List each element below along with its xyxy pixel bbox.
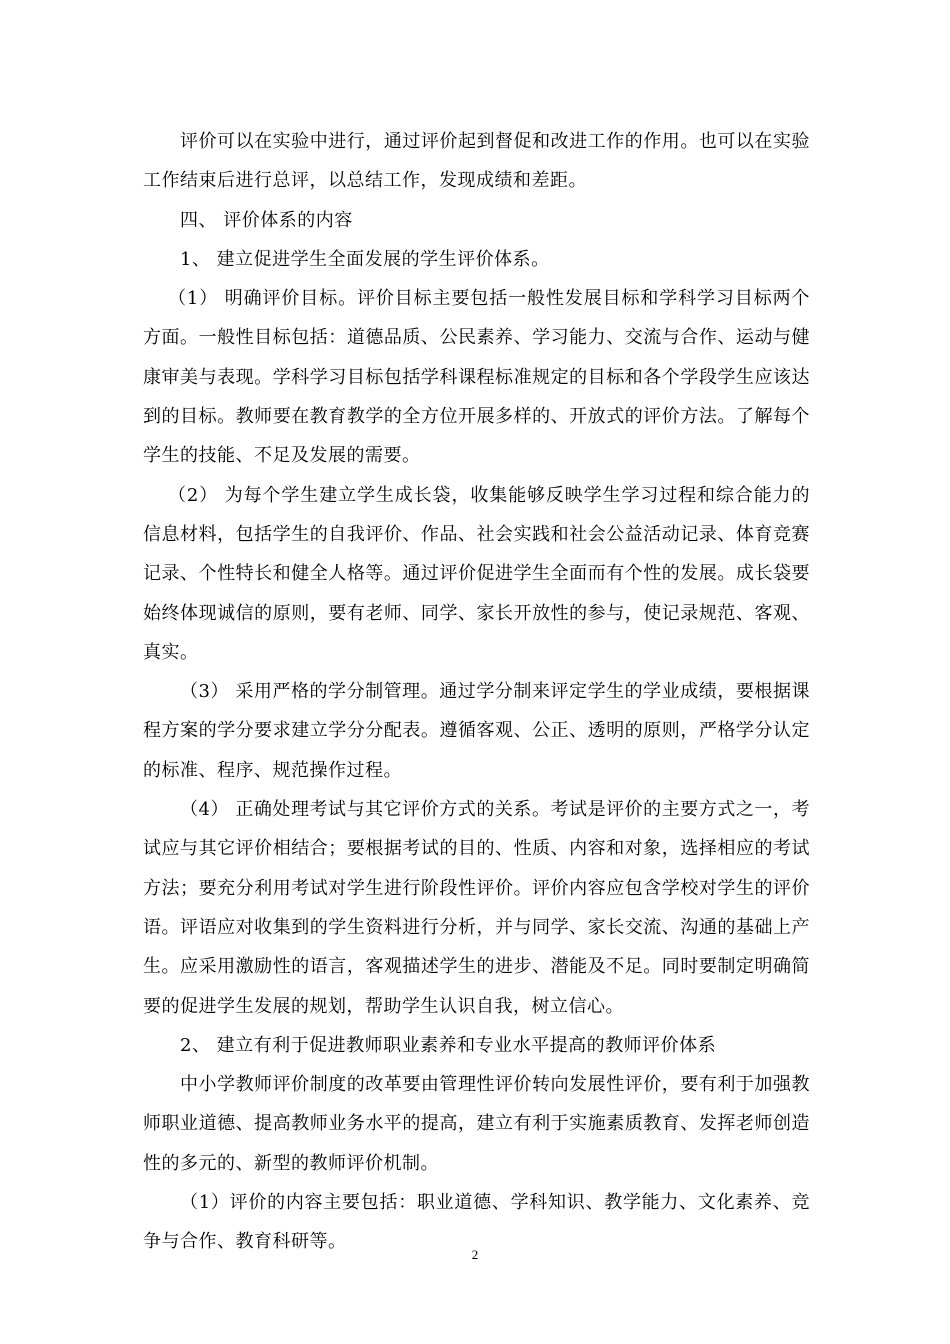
paragraph-evaluation-content: （1）评价的内容主要包括：职业道德、学科知识、教学能力、文化素养、竞争与合作、教育科研等。 (143, 1192, 810, 1253)
page-number: 2 (471, 1247, 479, 1262)
section-heading-evaluation-system: 四、 评价体系的内容 (180, 209, 353, 231)
paragraph-credit-system: （3） 采用严格的学分制管理。通过学分制来评定学生的学业成绩，要根据课程方案的学分要求建立学分分配表。遵循客观、公正、透明的原则，严格学分认定的标准、程序、规范操作过程。 (143, 681, 810, 781)
paragraph-clear-goals: （1） 明确评价目标。评价目标主要包括一般性发展目标和学科学习目标两个方面。一般性目标包括：道德品质、公民素养、学习能力、交流与合作、运动与健康审美与表现。学科学习目标包括学科课程标准规定的目标和各个学段学生应该达到的目标。教师要在教育教学的全方位开展多样的、开放式的评价方法。了解每个学生的技能、不足及发展的需要。 (143, 288, 810, 467)
paragraph-exam-relationship: （4） 正确处理考试与其它评价方式的关系。考试是评价的主要方式之一，考试应与其它评价相结合；要根据考试的目的、性质、内容和对象，选择相应的考试方法；要充分利用考试对学生进行阶段性评价。评价内容应包含学校对学生的评价语。评语应对收集到的学生资料进行分析，并与同学、家长交流、沟通的基础上产生。应采用激励性的语言，客观描述学生的进步、潜能及不足。同时要制定明确简要的促进学生发展的规划，帮助学生认识自我，树立信心。 (143, 799, 810, 1017)
paragraph-growth-portfolio: （2） 为每个学生建立学生成长袋，收集能够反映学生学习过程和综合能力的信息材料，包括学生的自我评价、作品、社会实践和社会公益活动记录、体育竞赛记录、个性特长和健全人格等。通过评价促进学生全面而有个性的发展。成长袋要始终体现诚信的原则，要有老师、同学、家长开放性的参与，使记录规范、客观、真实。 (143, 484, 810, 663)
subheading-teacher-evaluation: 2、 建立有利于促进教师职业素养和专业水平提高的教师评价体系 (180, 1034, 717, 1056)
paragraph-evaluation-timing: 评价可以在实验中进行，通过评价起到督促和改进工作的作用。也可以在实验工作结束后进行总评，以总结工作，发现成绩和差距。 (143, 131, 810, 192)
document-body (143, 122, 810, 1262)
paragraph-teacher-reform: 中小学教师评价制度的改革要由管理性评价转向发展性评价，要有利于加强教师职业道德、提高教师业务水平的提高，建立有利于实施素质教育、发挥老师创造性的多元的、新型的教师评价机制。 (143, 1074, 810, 1174)
subheading-student-evaluation: 1、 建立促进学生全面发展的学生评价体系。 (180, 248, 550, 270)
